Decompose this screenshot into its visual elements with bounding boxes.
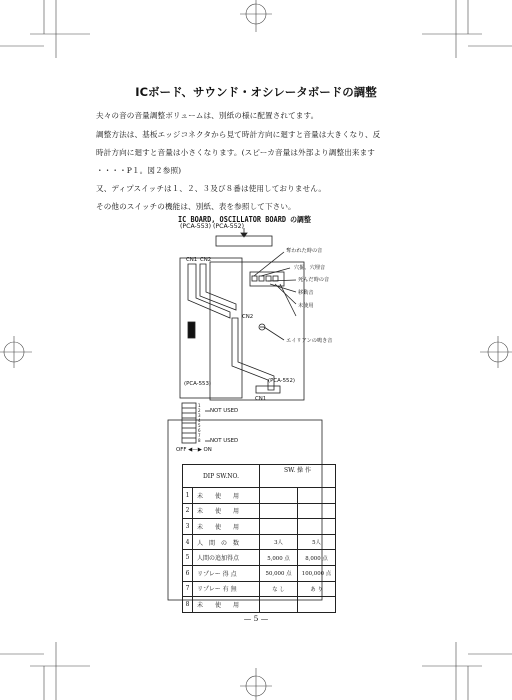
volume-knob	[259, 276, 264, 281]
table-cell: な し	[260, 581, 298, 597]
dip-number: 8	[198, 438, 201, 443]
table-header-dip: DIP SW.NO.	[183, 465, 260, 488]
table-cell	[260, 503, 298, 519]
volume-label: 穴掘、穴埋音	[294, 265, 326, 271]
table-cell: 100,000 点	[298, 565, 336, 581]
label-cn2-mid: CN2	[242, 314, 254, 320]
dip-block-small	[188, 322, 195, 338]
table-header-row	[183, 465, 336, 488]
paragraph-line: その他のスイッチの機能は、別紙、表を参照して下さい。	[96, 202, 296, 211]
table-cell: 未 使 用	[193, 519, 260, 535]
table-cell: 8,000 点	[298, 550, 336, 566]
label-pca-552: (PCA-552)	[268, 378, 296, 384]
table-cell	[298, 488, 336, 504]
volume-label: 奪われた時の音	[286, 248, 323, 254]
table-cell: 8	[183, 597, 193, 613]
page-number: — 5 —	[243, 614, 269, 623]
paragraph-line: ・・・・P１。図２参照)	[96, 166, 182, 175]
table-cell: 未 使 用	[193, 597, 260, 613]
table-cell: リプレー 得 点	[193, 565, 260, 581]
table-cell	[260, 597, 298, 613]
table-cell	[298, 503, 336, 519]
table-cell	[298, 597, 336, 613]
table-row	[183, 534, 336, 550]
table-cell: 人 間 の 数	[193, 534, 260, 550]
dip-number: 5	[198, 423, 201, 428]
table-cell	[260, 519, 298, 535]
table-cell: 未 使 用	[193, 503, 260, 519]
volume-knob	[273, 276, 278, 281]
table-cell: リプレー 有 無	[193, 581, 260, 597]
table-cell: 6	[183, 565, 193, 581]
figure-subtitle: (PCA-553) (PCA-552)	[180, 223, 245, 230]
label-cn1-bottom: CN1	[255, 396, 267, 402]
paragraph-line: 時計方向に廻すと音量は小さくなります。(スピーカ音量は外部より調整出来ます	[96, 148, 375, 157]
table-cell: 人間の追加得点	[193, 550, 260, 566]
dip-number: 7	[198, 433, 201, 438]
table-cell: あ り	[298, 581, 336, 597]
label-cn2-top: CN2	[200, 257, 212, 263]
figure-title: IC BOARD, OSCILLATOR BOARD の調整	[178, 215, 311, 224]
table-cell: 50,000 点	[260, 565, 298, 581]
table-cell: 4	[183, 534, 193, 550]
volume-knob	[266, 276, 271, 281]
table-cell: 7	[183, 581, 193, 597]
ribbon-cable	[200, 264, 236, 310]
volume-label: 死んだ時の音	[298, 277, 330, 283]
volume-knob	[252, 276, 257, 281]
dip-number: 6	[198, 428, 201, 433]
dip-switch-table	[182, 464, 336, 613]
table-cell	[260, 488, 298, 504]
table-row	[183, 550, 336, 566]
dip-number: 1	[198, 403, 201, 408]
table-row	[183, 565, 336, 581]
table-cell: 5,000 点	[260, 550, 298, 566]
table-cell: 3人	[260, 534, 298, 550]
table-cell: 5	[183, 550, 193, 566]
label-not-used-2: NOT USED	[210, 438, 239, 444]
page-title: ICボード、サウンド・オシレータボードの調整	[135, 85, 377, 99]
table-cell: 2	[183, 503, 193, 519]
label-off-on: OFF ◀—▶ ON	[176, 447, 212, 453]
table-cell: 1	[183, 488, 193, 504]
table-row	[183, 581, 336, 597]
table-header-sw: SW. 操 作	[260, 465, 336, 488]
volume-label: 未使用	[298, 303, 314, 309]
table-cell: 未 使 用	[193, 488, 260, 504]
table-cell	[298, 519, 336, 535]
label-pca-553: (PCA-553)	[184, 381, 212, 387]
ribbon-cable	[188, 264, 230, 318]
paragraph-line: 夫々の音の音量調整ボリュームは、別紙の様に配置されてます。	[96, 111, 319, 120]
dip-number: 2	[198, 408, 201, 413]
table-row	[183, 503, 336, 519]
dip-number: 4	[198, 418, 201, 423]
dip-number: 3	[198, 413, 201, 418]
table-cell: 3	[183, 519, 193, 535]
volume-label: 移動音	[298, 290, 314, 296]
table-cell: 5人	[298, 534, 336, 550]
paragraph-line: 調整方法は、基板エッジコネクタから見て時計方向に廻すと音量は大きくなり、反	[96, 130, 381, 139]
paragraph-line: 又、ディプスイッチは１、２、３及び８番は使用しておりません。	[96, 184, 327, 193]
table-row	[183, 597, 336, 613]
table-row	[183, 488, 336, 504]
table-row	[183, 519, 336, 535]
label-cn1-top: CN1	[186, 257, 198, 263]
label-not-used-1: NOT USED	[210, 408, 239, 414]
volume-label: エイリアンの鳴き音	[286, 338, 333, 344]
